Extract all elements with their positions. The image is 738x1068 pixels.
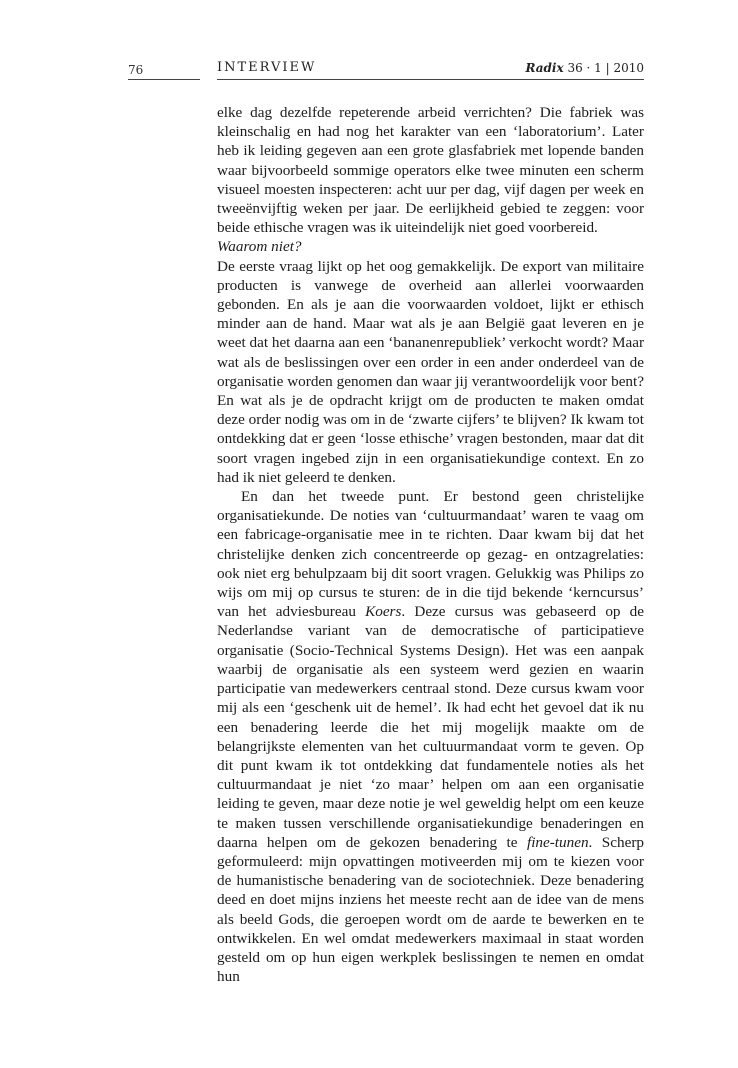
paragraph-3: [217, 487, 644, 986]
header-rule-right: [217, 79, 644, 80]
subheading: Waarom niet?: [217, 238, 302, 256]
section-label: INTERVIEW: [217, 60, 317, 75]
paragraph-3-italic-koers: Koers: [365, 603, 402, 621]
paragraph-3-italic-finetunen: fine-tunen: [526, 833, 589, 851]
page-number: 76: [128, 63, 144, 77]
paragraph-3-text-a: En dan het tweede punt. Er bestond geen christelijke organisatiekunde. De noties van ‘cultuurmandaat’ waren te vaag om een fabricage-organisatie mee in te richten. Daar kwam bij dat het christelijke denken zich concentreerde op gezag- en ontzagrelaties: ook niet erg behulpzaam bij dit soort vragen. Gelukkig was Philips zo wijs om mij op cursus te sturen: de in die tijd bekende ‘kerncursus’ van het adviesbureau: [217, 488, 644, 621]
journal-issue: 36 · 1 | 2010: [567, 61, 644, 75]
paragraph-3-text-c: . Scherp geformuleerd: mijn opvattingen motiveerden mij om te kiezen voor de humanistische benadering van de sociotechniek. Deze benadering deed en doet mijns inziens het meeste recht aan de idee van de mens als beeld Gods, die geroepen wordt om de aarde te bewerken en te ontwikkelen. En wel omdat medewerkers maximaal in staat worden gesteld om op hun eigen werkplek beslissingen te nemen en omdat hun: [217, 833, 644, 986]
journal-name: Radix: [525, 61, 564, 75]
journal-reference: [525, 61, 644, 75]
header-rule-left: [128, 79, 200, 80]
article-body: [217, 103, 644, 986]
paragraph-3-text-b: . Deze cursus was gebaseerd op de Nederlandse variant van de democratische of participatieve organisatie (Socio-Technical Systems Design). Het was een aanpak waarbij de organisatie als een systeem werd gezien en waarin participatie van medewerkers centraal stond. Deze cursus kwam voor mij als een ‘geschenk uit de hemel’. Ik had echt het gevoel dat ik nu een benadering leerde die het mij mogelijk maakte om de belangrijkste elementen van het cultuurmandaat vorm te geven. Op dit punt kwam ik tot ontdekking dat fundamentele noties als het cultuurmandaat je niet ‘zo maar’ helpen om aan een organisatie leiding te geven, maar deze notie je wel geweldig helpt om een keuze te maken tussen verschillende organisatiekundige benaderingen en daarna helpen om de gekozen benadering te: [217, 603, 644, 851]
paragraph-2: De eerste vraag lijkt op het oog gemakkelijk. De export van militaire producten is vanwege de overheid aan allerlei voorwaarden gebonden. En als je aan die voorwaarden voldoet, lijkt er ethisch minder aan de hand. Maar wat als je aan België gaat leveren en je weet dat het daarna aan een ‘bananenrepubliek’ verkocht wordt? Maar wat als de beslissingen over een order in een ander onderdeel van de organisatie worden genomen dan waar jij verantwoordelijk voor bent? En wat als je de opdracht krijgt om de producten te maken omdat deze order nodig was om in de ‘zwarte cijfers’ te blijven? Ik kwam tot ontdekking dat er geen ‘losse ethische’ vragen bestonden, maar dat dit soort vragen ingebed zijn in een organisatiekundige context. En zo had ik niet geleerd te denken.: [217, 257, 644, 486]
paragraph-1: elke dag dezelfde repeterende arbeid verrichten? Die fabriek was kleinschalig en had nog het karakter van een ‘laboratorium’. Later heb ik leiding gegeven aan een grote glasfabriek met lopende banden waar bijvoorbeeld sommige operators elke twee minuten een scherm visueel moesten inspecteren: acht uur per dag, vijf dagen per week en tweeënvijftig weken per jaar. De eerlijkheid gebied te zeggen: voor beide ethische vragen was ik uiteindelijk niet goed voorbereid.: [217, 104, 644, 237]
